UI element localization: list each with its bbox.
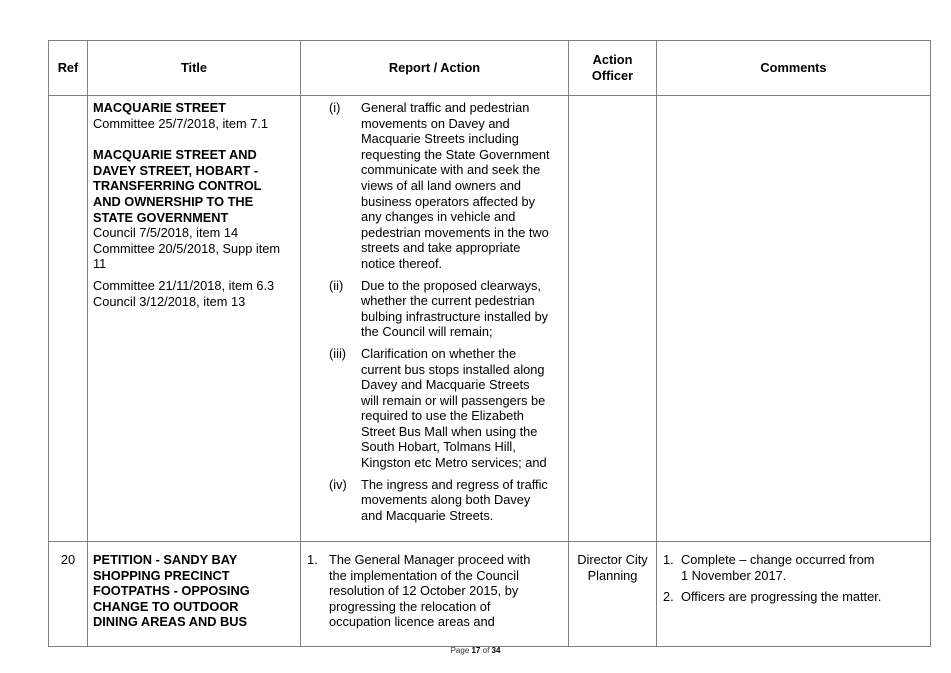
title-line: STATE GOVERNMENT	[93, 209, 229, 225]
item-number: (iv)	[329, 476, 347, 492]
row1-title-meta-1: Committee 25/7/2018, item 7.1	[93, 115, 268, 131]
header-officer-line2: Officer	[591, 68, 634, 83]
title-line: AND OWNERSHIP TO THE	[93, 193, 254, 209]
header-officer-line1: Action	[592, 52, 633, 68]
list-item	[329, 100, 562, 272]
item-text: The ingress and regress of traffic movements along both Davey and Macquarie Streets.	[361, 476, 548, 523]
page-footer	[0, 646, 951, 655]
list-item	[663, 552, 924, 583]
row2-title-cell	[88, 542, 301, 647]
header-report-action: Report / Action	[301, 41, 569, 96]
title-line: PETITION - SANDY BAY	[93, 552, 238, 567]
row1-title-heading-2	[93, 147, 296, 225]
header-ref: Ref	[49, 41, 88, 96]
item-text: Clarification on whether the current bus stops installed along Davey and Macquarie Streets will remain or will passengers be required to use the Elizabeth Street Bus Mall when using the South Hobart, Tolmans Hill, Kingston etc Metro services; and	[361, 345, 547, 471]
title-line: CHANGE TO OUTDOOR	[93, 598, 239, 614]
title-line: DAVEY STREET, HOBART -	[93, 162, 259, 178]
row1-comments-cell	[657, 96, 931, 542]
list-item	[329, 278, 562, 340]
table-row	[49, 96, 931, 542]
row2-comments-cell	[657, 542, 931, 647]
item-text: Complete – change occurred from 1 November 2017.	[681, 552, 875, 583]
row2-officer-cell	[569, 542, 657, 647]
title-line: SHOPPING PRECINCT	[93, 567, 230, 583]
report-table	[48, 40, 931, 647]
header-title: Title	[88, 41, 301, 96]
header-row	[49, 41, 931, 96]
list-item	[307, 552, 562, 630]
header-action-officer	[569, 41, 657, 96]
title-line: DINING AREAS AND BUS	[93, 614, 248, 630]
row1-title-meta-2	[93, 225, 296, 272]
row1-report-cell	[301, 96, 569, 542]
item-text: General traffic and pedestrian movements on Davey and Macquarie Streets including requesting the State Government communicate with and seek the views of all land owners and business operators affected by any changes in vehicle and pedestrian movements in the two streets and take appropriate notice thereof.	[361, 100, 550, 271]
row2-report-cell	[301, 542, 569, 647]
item-number: 1.	[663, 552, 674, 567]
item-text: Officers are progressing the matter.	[681, 589, 882, 605]
row2-ref-cell: 20	[49, 542, 88, 647]
row1-title-cell	[88, 96, 301, 542]
list-item	[663, 589, 924, 605]
item-number: (ii)	[329, 277, 344, 293]
title-line: Council 3/12/2018, item 13	[93, 293, 246, 309]
table-row	[49, 542, 931, 647]
footer-prefix: Page	[450, 646, 472, 655]
title-line: FOOTPATHS - OPPOSING	[93, 583, 250, 599]
item-number: (iii)	[329, 345, 347, 361]
row1-title-heading-1: MACQUARIE STREET	[93, 100, 226, 115]
list-item	[329, 346, 562, 471]
title-line: Committee 20/5/2018, Supp item	[93, 240, 281, 256]
title-line: TRANSFERRING CONTROL	[93, 178, 262, 194]
item-number: 2.	[663, 589, 674, 605]
title-line: Committee 21/11/2018, item 6.3	[93, 277, 275, 293]
officer-line: Director City	[577, 552, 648, 567]
officer-line: Planning	[587, 567, 638, 583]
footer-of: of	[480, 646, 492, 655]
header-comments: Comments	[657, 41, 931, 96]
page-total: 34	[491, 646, 501, 655]
row1-title-meta-3	[93, 278, 296, 309]
title-line: Council 7/5/2018, item 14	[93, 225, 239, 241]
item-text: The General Manager proceed with the implementation of the Council resolution of 12 October 2015, by progressing the relocation of occupation licence areas and	[329, 552, 531, 630]
item-text: Due to the proposed clearways, whether the current pedestrian bulbing infrastructure installed by the Council will remain;	[361, 277, 549, 340]
title-line: 11	[93, 256, 107, 272]
title-line: MACQUARIE STREET AND	[93, 147, 257, 163]
row1-ref-cell	[49, 96, 88, 542]
item-number: 1.	[307, 552, 318, 567]
row1-officer-cell	[569, 96, 657, 542]
list-item	[329, 477, 562, 524]
item-number: (i)	[329, 100, 341, 115]
page-number: 17	[471, 646, 481, 655]
